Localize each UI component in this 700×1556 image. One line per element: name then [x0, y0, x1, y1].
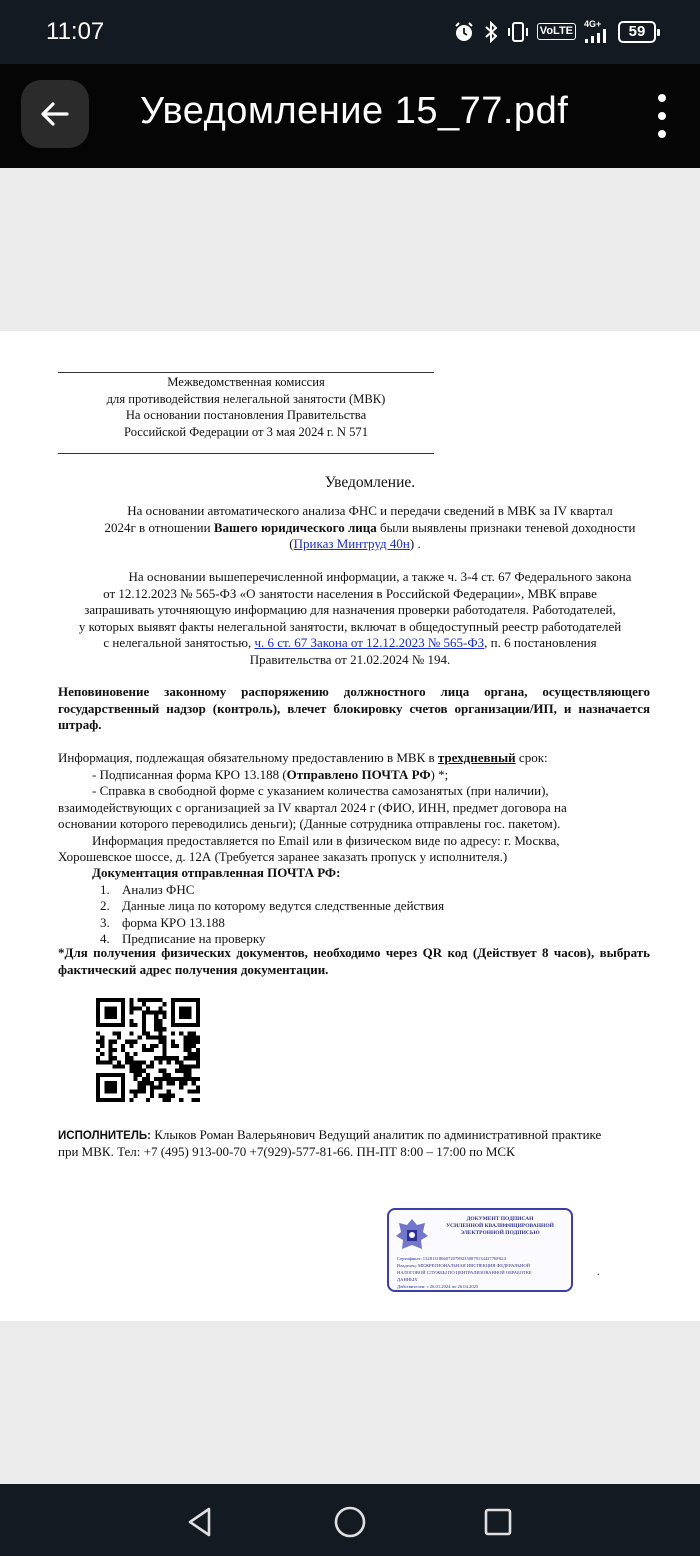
header-line: Российской Федерации от 3 мая 2024 г. N 571 — [124, 424, 368, 439]
more-options-button[interactable] — [652, 94, 672, 138]
header-line: для противодействия нелегальной занятости (МВК) — [106, 391, 386, 406]
nav-back-button[interactable] — [180, 1502, 220, 1542]
nav-home-button[interactable] — [330, 1502, 370, 1542]
signal-icon — [584, 20, 610, 43]
law-link[interactable]: ч. 6 ст. 67 Закона от 12.12.2023 № 565-ФЗ — [254, 635, 485, 650]
stamp-valid: Действителен: с 26.01.2024 по 26.04.2025 — [397, 1284, 479, 1289]
header-block — [58, 374, 434, 440]
qr-code[interactable] — [96, 998, 200, 1102]
back-button[interactable] — [21, 80, 89, 148]
vibrate-icon — [507, 21, 529, 43]
para2-line: На основании вышеперечисленной информации, а также ч. 3-4 ст. 67 Федерального закона — [128, 569, 632, 584]
signature-stamp — [387, 1208, 573, 1292]
navigation-bar — [0, 1484, 700, 1556]
header-line: Межведомственная комиссия — [167, 375, 325, 389]
para2-line: Правительства от 21.02.2024 № 194. — [249, 651, 451, 667]
para2-line: с нелегальной занятостью, ч. 6 ст. 67 Закона от 12.12.2023 № 565-ФЗ, п. 6 постановления — [103, 635, 597, 650]
docs-list-text: Анализ ФНС — [122, 881, 195, 897]
info-item-1: - Подписанная форма КРО 13.188 (Отправлено ПОЧТА РФ) *; — [92, 766, 449, 782]
header-line: На основании постановления Правительства — [125, 408, 367, 422]
docs-list-number: 4. — [100, 931, 110, 946]
stamp-owner: НАЛОГОВОЙ СЛУЖБЫ ПО ЦЕНТРАЛИЗОВАННОЙ ОБРАБОТКЕ — [397, 1270, 532, 1275]
docs-list-text: форма КРО 13.188 — [122, 914, 225, 930]
docs-list-number: 2. — [100, 898, 110, 913]
eagle-emblem-icon — [395, 1216, 429, 1254]
info-email: Хорошевское шоссе, д. 12А (Требуется заранее заказать пропуск у исполнителя.) — [58, 849, 508, 864]
para2-line: от 12.12.2023 № 565-ФЗ «О занятости населения в Российской Федерации», МВК вправе — [103, 585, 597, 601]
warning-paragraph: Неповиновение законному распоряжению должностного лица органа, осуществляющего государственный надзор (контроль), влечет блокировку счетов организации/ИП, и назначается штраф. — [58, 684, 650, 732]
para1-line: На основании автоматического анализа ФНС и передачи сведений в МВК за IV квартал — [127, 503, 613, 518]
battery-icon: 59 — [618, 21, 656, 43]
more-vertical-icon — [658, 94, 666, 102]
stamp-title: ДОКУМЕНТ ПОДПИСАН УСИЛЕННОЙ КВАЛИФИЦИРОВАННОЙ ЭЛЕКТРОННОЙ ПОДПИСЬЮ — [446, 1216, 554, 1236]
status-icons — [453, 20, 656, 43]
para1-line: (Приказ Минтруд 40н) . — [289, 536, 421, 551]
info-item-2: - Справка в свободной форме с указанием количества самозанятых (при наличии), — [92, 783, 549, 798]
docs-list-text: Данные лица по которому ведутся следственные действия — [122, 898, 445, 913]
info-item-2: основании которого переводились деньги); (Данные сотрудника отправлены гос. пакетом). — [58, 816, 561, 831]
alarm-icon — [453, 21, 475, 43]
back-arrow-icon — [40, 101, 70, 127]
volte-icon: VoLTE — [537, 23, 576, 40]
prikaz-link[interactable]: Приказ Минтруд 40н — [293, 536, 410, 551]
executor-line: при МВК. Тел: +7 (495) 913-00-70 +7(929)-577-81-66. ПН-ПТ 8:00 – 17:00 по МСК — [58, 1143, 515, 1159]
docs-list-number: 3. — [100, 914, 110, 930]
docs-list-item — [100, 898, 444, 915]
nav-recent-button[interactable] — [478, 1502, 518, 1542]
para1-line: 2024г в отношении Вашего юридического лица были выявлены признаки теневой доходности — [104, 519, 636, 535]
para2-line: у которых выявят факты нелегальной занятости, включат в общедоступный реестр работодателей — [78, 618, 622, 634]
pdf-page[interactable] — [0, 331, 700, 1321]
app-bar — [0, 64, 700, 168]
para2-line: запрашивать уточняющую информацию для назначения проверки работодателя. Работодателей, — [84, 602, 616, 617]
bluetooth-icon — [483, 21, 499, 43]
header-top-rule — [58, 372, 434, 373]
qr-note: *Для получения физических документов, необходимо через QR код (Действует 8 часов), выбрать фактический адрес получения документации. — [58, 945, 650, 977]
status-time: 11:07 — [46, 18, 105, 45]
header-bottom-rule — [58, 453, 434, 454]
info-email: Информация предоставляется по Email или в физическом виде по адресу: г. Москва, — [92, 832, 560, 848]
nav-home-circle-icon — [333, 1505, 367, 1539]
info-intro: Информация, подлежащая обязательному предоставлению в МВК в трехдневный срок: — [58, 750, 548, 765]
docs-list-item — [100, 882, 194, 899]
stamp-owner: Владелец: МЕЖРЕГИОНАЛЬНАЯ ИНСПЕКЦИЯ ФЕДЕРАЛЬНОЙ — [397, 1263, 530, 1268]
nav-back-triangle-icon — [185, 1506, 215, 1538]
docs-list-text: Предписание на проверку — [122, 931, 266, 946]
info-item-2: взаимодействующих с организацией за IV квартал 2024 г (ФИО, ИНН, предмет договора на — [58, 799, 567, 815]
docs-list-item — [100, 915, 225, 932]
status-bar — [0, 0, 700, 64]
document-title: Уведомление 15_77.pdf — [140, 90, 569, 132]
executor-label: ИСПОЛНИТЕЛЬ: — [58, 1130, 151, 1142]
nav-recent-square-icon — [482, 1506, 514, 1538]
stamp-cert: Сертификат: 13281318660720789235087913442776F024 — [397, 1256, 506, 1261]
docs-header: Документация отправленная ПОЧТА РФ: — [92, 865, 341, 880]
stamp-owner: ДАННЫХ — [397, 1277, 418, 1282]
stray-dot: . — [597, 1267, 600, 1278]
docs-list-number: 1. — [100, 881, 110, 897]
executor-line: ИСПОЛНИТЕЛЬ: Клыков Роман Валерьянович Ведущий аналитик по административной практике — [58, 1127, 602, 1142]
network-type: 4G+ — [584, 19, 602, 29]
notice-title: Уведомление. — [324, 474, 416, 491]
